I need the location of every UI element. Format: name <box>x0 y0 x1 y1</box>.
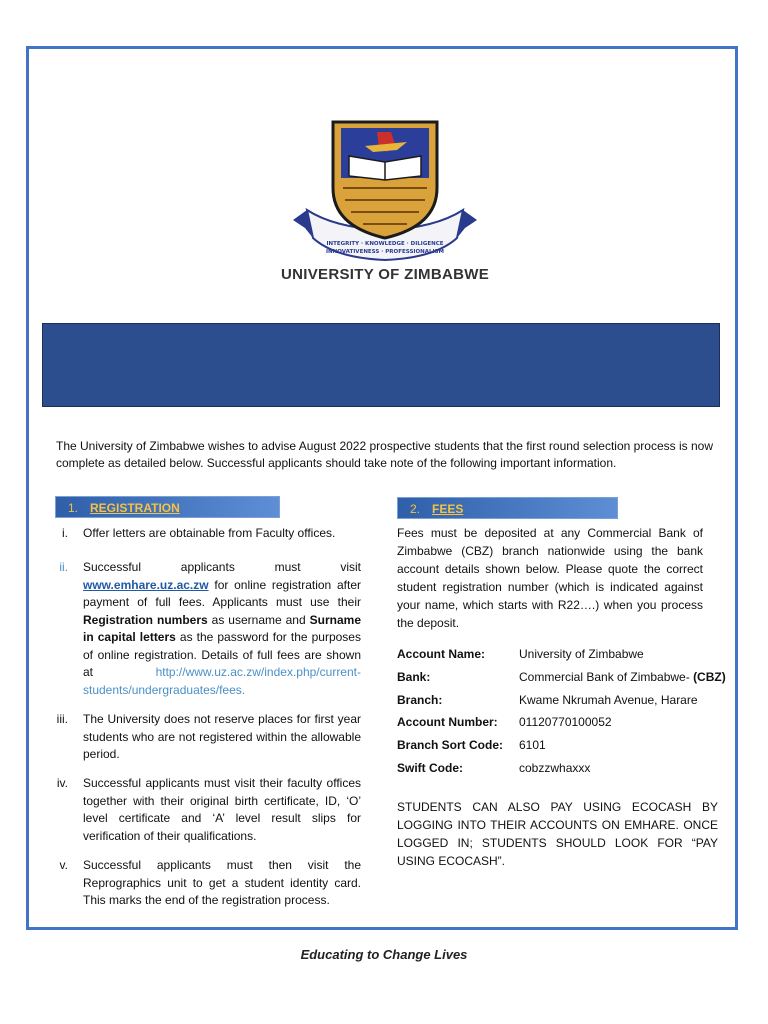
fees-heading-label: FEES <box>432 502 464 516</box>
ecocash-notice: STUDENTS CAN ALSO PAY USING ECOCASH BY LOGGING INTO THEIR ACCOUNTS ON EMHARE. ONCE LOGGED IN; STUDENTS SHOULD LOOK FOR “PAY USING ECOCASH”. <box>397 800 718 868</box>
bold-text: Surname in capital letters <box>83 612 361 644</box>
fees-heading-number: 2. <box>409 502 420 516</box>
account-row <box>397 761 727 784</box>
account-label: Swift Code: <box>397 760 463 775</box>
motto-text: INTEGRITY · KNOWLEDGE · DILIGENCE <box>326 241 444 247</box>
account-row <box>397 647 727 670</box>
account-row <box>397 693 727 716</box>
text-part: for online registration after payment of full fees. Applicants must use their <box>83 577 361 609</box>
fees-url-link[interactable]: http://www.uz.ac.zw/index.php/current-students/undergraduates/fees. <box>83 665 361 697</box>
intro-paragraph: The University of Zimbabwe wishes to advise August 2022 prospective students that the first round selection process is now complete as detailed below. Successful applicants should take note of the following important information. <box>56 439 713 470</box>
list-text <box>83 559 361 699</box>
account-label: Branch Sort Code: <box>397 738 504 753</box>
account-label: Branch: <box>397 692 443 707</box>
registration-heading <box>55 496 280 518</box>
registration-heading-label: REGISTRATION <box>90 501 180 515</box>
account-label: Account Name: <box>397 647 486 661</box>
footer-tagline: Educating to Change Lives <box>300 947 468 962</box>
account-label: Bank: <box>397 669 431 684</box>
title-banner <box>42 323 720 407</box>
list-numeral: iv. <box>56 776 68 790</box>
account-details <box>397 647 727 784</box>
account-value-bold: (CBZ) <box>693 669 726 684</box>
list-numeral: v. <box>59 858 68 872</box>
account-row <box>397 670 727 693</box>
account-value: cobzzwhaxxx <box>519 760 591 775</box>
fees-heading <box>397 497 618 519</box>
fees-paragraph: Fees must be deposited at any Commercial Bank of Zimbabwe (CBZ) branch nationwide using the bank account details shown below. Please quote the correct student registration number (which is indicated against your name, which starts with R22….) when you process the deposit. <box>397 526 703 630</box>
list-text: Successful applicants must visit their faculty offices together with their original birth certificate, ID, ‘O’ level certificate and ‘A’ level result slips for verification of their qualifications. <box>83 776 361 843</box>
university-logo <box>245 88 525 308</box>
list-text: Successful applicants must then visit the Reprographics unit to get a student identity card. This marks the end of the registration process. <box>83 858 361 907</box>
registration-heading-number: 1. <box>67 501 78 515</box>
text-part: as the password for the purposes of online registration. Details of full fees are shown at <box>83 630 361 679</box>
list-numeral: iii. <box>56 712 68 726</box>
account-value: University of Zimbabwe <box>519 647 644 661</box>
account-value: Commercial Bank of Zimbabwe- <box>519 669 694 684</box>
emhare-link[interactable]: www.emhare.uz.ac.zw <box>83 577 209 592</box>
account-row <box>397 738 727 761</box>
account-value: 01120770100052 <box>519 715 612 730</box>
list-text: The University does not reserve places for first year students who are not registered within the allowable period. <box>83 712 361 761</box>
text-part: as username and <box>207 612 310 627</box>
list-numeral: ii. <box>59 560 68 574</box>
university-name: UNIVERSITY OF ZIMBABWE <box>281 266 489 283</box>
motto-text-2: INNOVATIVENESS · PROFESSIONALISM <box>326 249 444 255</box>
account-label: Account Number: <box>397 715 498 730</box>
account-value: 6101 <box>519 738 546 753</box>
crest-icon <box>245 88 525 288</box>
account-row <box>397 715 727 738</box>
text-part: Successful applicants must visit <box>83 560 361 574</box>
list-numeral: i. <box>62 526 68 540</box>
account-value-wrap <box>519 670 726 684</box>
bold-text: Registration numbers <box>83 612 208 627</box>
list-text: Offer letters are obtainable from Faculty offices. <box>83 526 336 540</box>
account-value: Kwame Nkrumah Avenue, Harare <box>519 692 698 707</box>
